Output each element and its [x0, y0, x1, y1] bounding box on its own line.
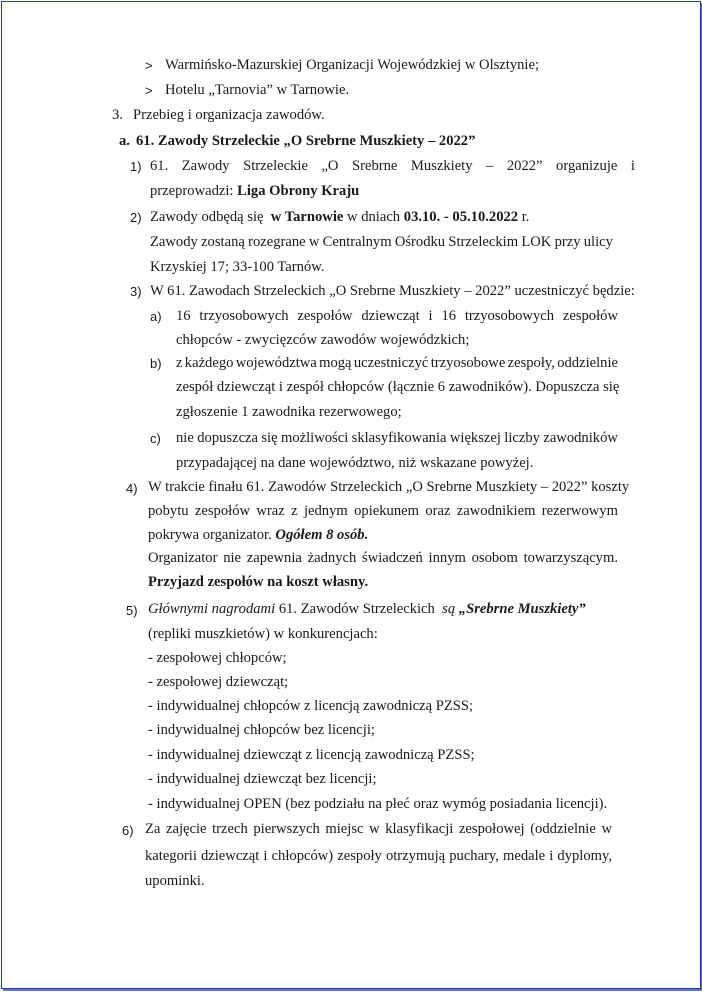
point-number: 2): [130, 210, 142, 225]
justified-line: pobytu zespołów wraz z jednym opiekunem oraz zawodnikiem rezerwowym: [148, 503, 618, 519]
text-line: (repliki muszkietów) w konkurencjach:: [148, 626, 378, 642]
justified-line: Organizator nie zapewnia żadnych świadczeń innym osobom towarzyszącym.: [148, 550, 618, 566]
text-line: upominki.: [145, 873, 205, 889]
justified-line: kategorii dziewcząt i chłopców) zespoły otrzymują puchary, medale i dyplomy,: [145, 848, 612, 864]
item-letter: c): [150, 431, 161, 446]
text-line: W trakcie finału 61. Zawodów Strzeleckich „O Srebrne Muszkiety – 2022” koszty: [148, 479, 630, 495]
text-line: Zawody odbędą się w Tarnowie w dniach 03.10. - 05.10.2022 r.: [150, 209, 530, 225]
list-item: - indywidualnej OPEN (bez podziału na płeć oraz wymóg posiadania licencji).: [148, 796, 608, 812]
list-item: - indywidualnej chłopców z licencją zawodniczą PZSS;: [148, 698, 474, 714]
justified-line: z każdego województwa mogą uczestniczyć trzyosobowe zespoły, oddzielnie: [176, 355, 618, 371]
bullet-item: Hotelu „Tarnovia” w Tarnowie.: [165, 82, 350, 98]
text-line: pokrywa organizator. Ogółem 8 osób.: [148, 527, 369, 543]
text-line: chłopców - zwycięzców zawodów wojewódzkich;: [176, 332, 470, 348]
point-number: 1): [130, 159, 142, 174]
justified-line: nie dopuszcza się możliwości sklasyfikowania większej liczby zawodników: [176, 430, 618, 446]
section-title: Przebieg i organizacja zawodów.: [133, 107, 325, 123]
point-number: 4): [126, 481, 138, 496]
text-line: Głównymi nagrodami 61. Zawodów Strzeleckich są „Srebrne Muszkiety”: [148, 601, 586, 617]
point-number: 6): [122, 823, 134, 838]
text-line: Przyjazd zespołów na koszt własny.: [148, 574, 369, 590]
justified-line: 16 trzyosobowych zespołów dziewcząt i 16 trzyosobowych zespołów: [176, 308, 618, 324]
bullet-marker: >: [145, 83, 153, 98]
text-line: przypadającej na dane województwo, niż wskazane powyżej.: [176, 455, 534, 471]
item-letter: b): [150, 356, 162, 371]
justified-line: Zawody zostaną rozegrane w Centralnym Ośrodku Strzeleckim LOK przy ulicy: [150, 234, 613, 250]
text-line: W 61. Zawodach Strzeleckich „O Srebrne Muszkiety – 2022” uczestniczyć będzie:: [150, 283, 635, 299]
subsection-letter: a.: [119, 133, 130, 149]
subsection-title: 61. Zawody Strzeleckie „O Srebrne Muszkiety – 2022”: [136, 133, 476, 149]
text-line: zgłoszenie 1 zawodnika rezerwowego;: [176, 404, 402, 420]
point-number: 5): [126, 603, 138, 618]
text-line: zespół dziewcząt i zespół chłopców (łącznie 6 zawodników). Dopuszcza się: [176, 379, 620, 395]
text-line: przeprowadzi: Liga Obrony Kraju: [150, 183, 360, 199]
list-item: - indywidualnej chłopców bez licencji;: [148, 722, 375, 738]
bullet-marker: >: [145, 58, 153, 73]
list-item: - zespołowej chłopców;: [148, 650, 287, 666]
item-letter: a): [150, 309, 162, 324]
document-page: [1, 1, 701, 989]
justified-line: Za zajęcie trzech pierwszych miejsc w klasyfikacji zespołowej (oddzielnie w: [145, 821, 612, 837]
text-line: Krzyskiej 17; 33-100 Tarnów.: [150, 259, 325, 275]
justified-line: 61. Zawody Strzeleckie „O Srebrne Muszkiety – 2022” organizuje i: [150, 158, 635, 174]
bullet-item: Warmińsko-Mazurskiej Organizacji Wojewódzkiej w Olsztynie;: [165, 57, 540, 73]
list-item: - indywidualnej dziewcząt bez licencji;: [148, 771, 377, 787]
point-number: 3): [130, 284, 142, 299]
section-number: 3.: [112, 107, 123, 123]
list-item: - indywidualnej dziewcząt z licencją zawodniczą PZSS;: [148, 747, 475, 763]
list-item: - zespołowej dziewcząt;: [148, 674, 289, 690]
